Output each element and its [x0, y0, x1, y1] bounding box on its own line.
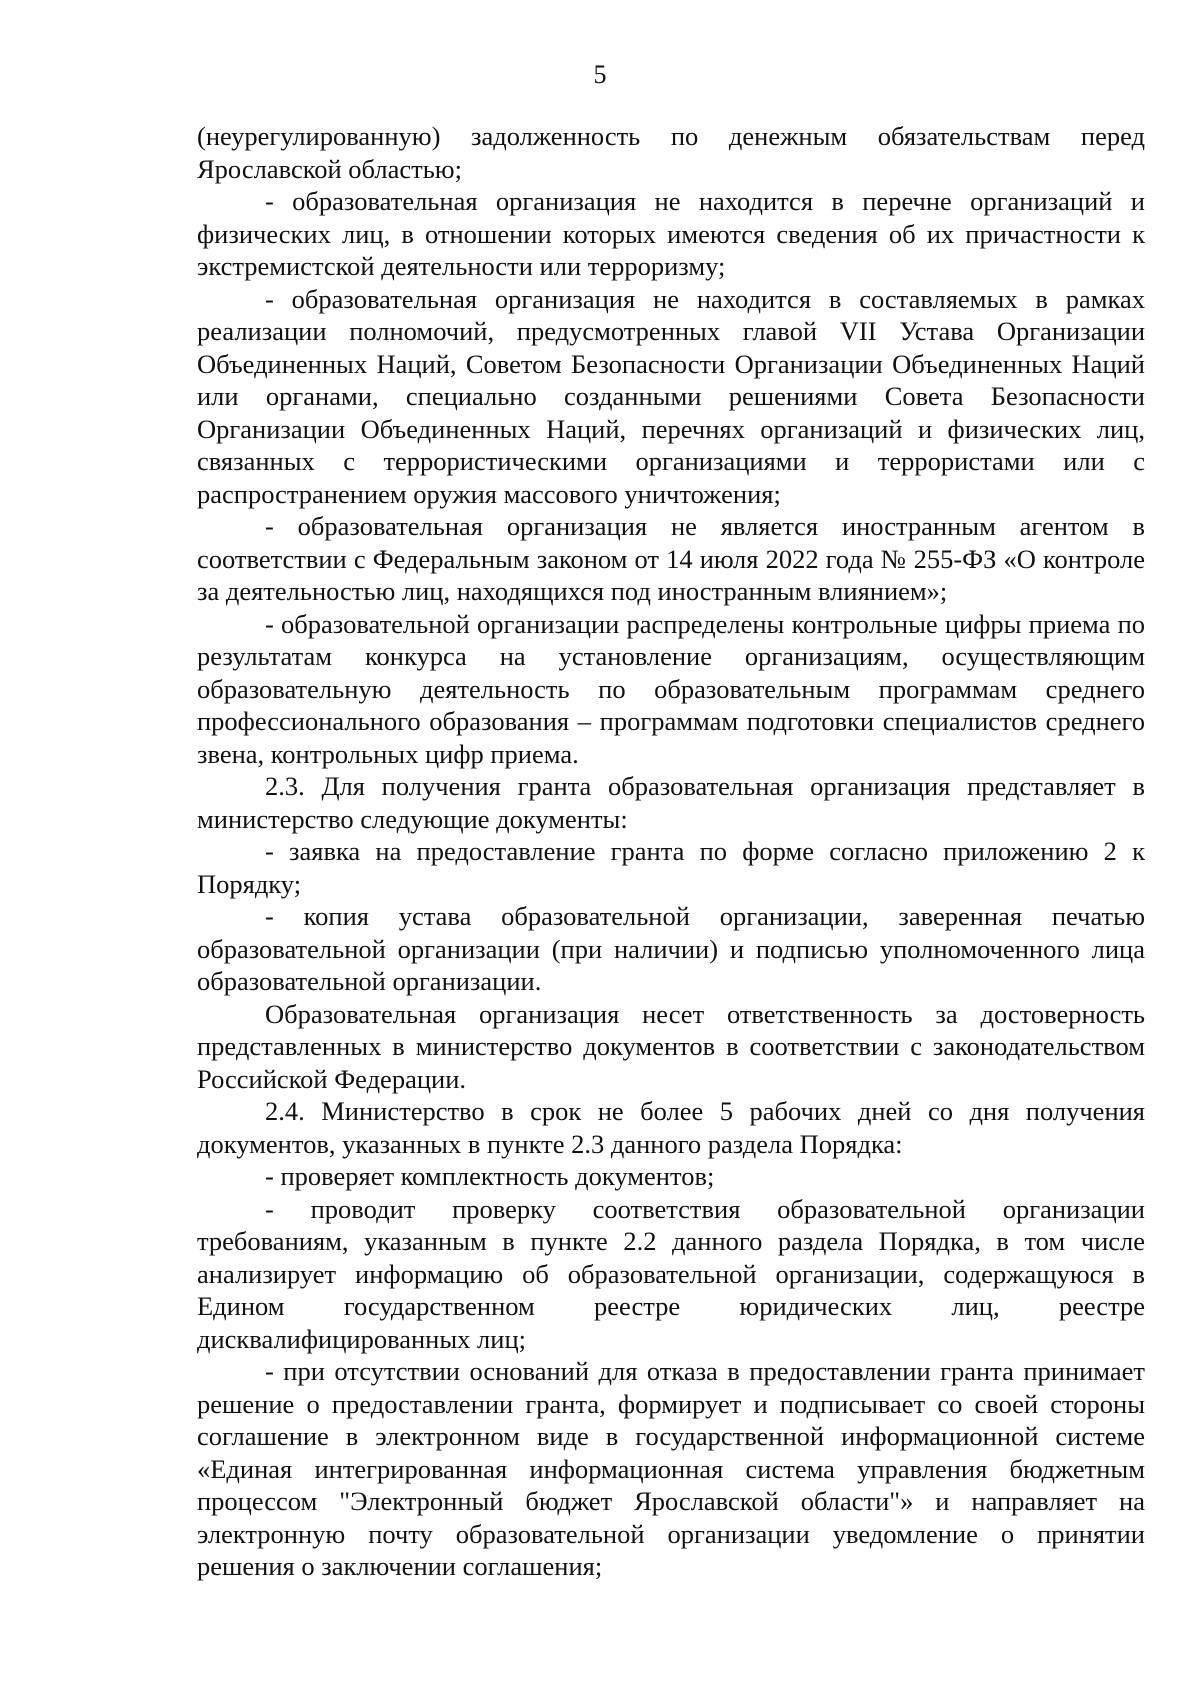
paragraph-application: - заявка на предоставление гранта по форме согласно приложению 2 к Порядку;	[197, 836, 1145, 899]
document-body	[197, 120, 1145, 1583]
page-number: 5	[593, 60, 607, 89]
paragraph-check-completeness: - проверяет комплектность документов;	[265, 1161, 715, 1191]
paragraph-section-2-3: 2.3. Для получения гранта образовательная организация представляет в министерство следующие документы:	[197, 771, 1145, 834]
paragraph-extremism-list: - образовательная организация не находится в перечне организаций и физических лиц, в отношении которых имеются сведения об их причастности к экстремистской деятельности или терроризму;	[197, 186, 1145, 281]
paragraph-section-2-4: 2.4. Министерство в срок не более 5 рабочих дней со дня получения документов, указанных в пункте 2.3 данного раздела Порядка:	[197, 1096, 1145, 1159]
paragraph-responsibility: Образовательная организация несет ответственность за достоверность представленных в министерство документов в соответствии с законодательством Российской Федерации.	[197, 998, 1145, 1094]
paragraph-foreign-agent: - образовательная организация не является иностранным агентом в соответствии с Федеральным законом от 14 июля 2022 года № 255-ФЗ «О контроле за деятельностью лиц, находящихся под иностранным влиянием»;	[197, 511, 1145, 606]
paragraph-debt-continuation: (неурегулированную) задолженность по денежным обязательствам перед Ярославской областью;	[197, 121, 1145, 184]
paragraph-grant-decision: - при отсутствии оснований для отказа в предоставлении гранта принимает решение о предоставлении гранта, формирует и подписывает со своей стороны соглашение в электронном виде в государственной информационной системе «Единая интегрированная информационная система управления бюджетным процессом "Электронный бюджет Ярославской области"» и направляет на электронную почту образовательной организации уведомление о принятии решения о заключении соглашения;	[197, 1356, 1145, 1581]
paragraph-charter-copy: - копия устава образовательной организации, заверенная печатью образовательной организации (при наличии) и подписью уполномоченного лица образовательной организации.	[197, 901, 1145, 996]
paragraph-admission-figures: - образовательной организации распределены контрольные цифры приема по результатам конкурса на установление организациям, осуществляющим образовательную деятельность по образовательным программам среднего профессионального образования – программам подготовки специалистов среднего звена, контрольных цифр приема.	[197, 608, 1145, 769]
paragraph-compliance-check: - проводит проверку соответствия образовательной организации требованиям, указанным в пункте 2.2 данного раздела Порядка, в том числе анализирует информацию об образовательной организации, содержащуюся в Едином государственном реестре юридических лиц, реестре дисквалифицированных лиц;	[197, 1193, 1145, 1354]
paragraph-un-security-council-list: - образовательная организация не находится в составляемых в рамках реализации полномочий, предусмотренных главой VII Устава Организации Объединенных Наций, Советом Безопасности Организации Объединенных Наций или органами, специально созданными решениями Совета Безопасности Организации Объединенных Наций, перечнях организаций и физических лиц, связанных с террористическими организациями и террористами или с распространением оружия массового уничтожения;	[197, 283, 1145, 509]
